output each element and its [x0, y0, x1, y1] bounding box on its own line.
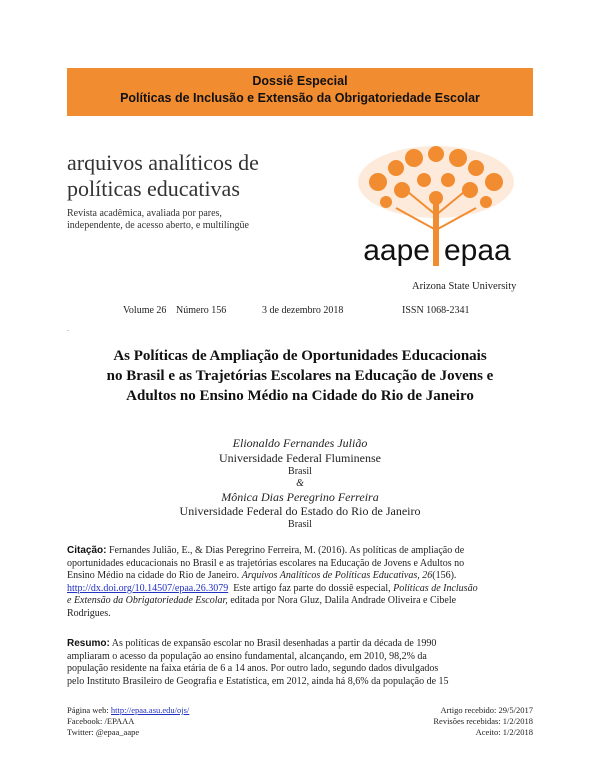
web-label: Página web:: [67, 705, 109, 715]
affiliation-2: Universidade Federal do Estado do Rio de Janeiro: [179, 504, 421, 518]
abstract-line2: ampliaram o acesso da população ao ensino fundamental, alcançando, em 2010, 98,2% da: [67, 650, 427, 662]
journal-logo: [336, 140, 536, 270]
country-1: Brasil: [288, 466, 312, 477]
web-link[interactable]: http://epaa.asu.edu/ojs/: [110, 705, 190, 715]
affiliation-1: Universidade Federal Fluminense: [219, 451, 381, 465]
dossier-label: Dossiê Especial: [252, 74, 348, 88]
issue-number: Número 156: [176, 305, 227, 316]
dossier-banner: [67, 68, 533, 116]
abstract-label: Resumo:: [67, 638, 110, 649]
university: Arizona State University: [412, 281, 517, 292]
citation-line2: oportunidades educacionais no Brasil e as trajetórias escolares na Educação de Jovens e Adultos no: [67, 557, 465, 569]
dossier-title: Políticas de Inclusão e Extensão da Obrigatoriedade Escolar: [120, 91, 480, 105]
accepted-date: Aceito: 1/2/2018: [475, 727, 533, 737]
logo-text-left: aape: [363, 234, 430, 267]
citation-issue: (156).: [432, 570, 457, 581]
abstract-line4: pelo Instituto Brasileiro de Geografia e Estatística, em 2012, ainda há 8,6% da população de 15: [67, 675, 449, 687]
journal-title-line1: arquivos analíticos de: [67, 150, 259, 175]
issn: ISSN 1068-2341: [402, 305, 470, 316]
citation: [67, 545, 533, 620]
publication-date: 3 de dezembro 2018: [262, 305, 344, 316]
twitter: Twitter: @epaa_aape: [67, 727, 140, 737]
citation-line3a: Ensino Médio na cidade do Rio de Janeiro.: [67, 570, 240, 581]
doi-link[interactable]: http://dx.doi.org/10.14507/epaa.26.3079: [67, 582, 229, 594]
footer-left: [67, 705, 189, 738]
article-title-line3: Adultos no Ensino Médio na Cidade do Rio de Janeiro: [126, 388, 474, 404]
article-title-line2: no Brasil e as Trajetórias Escolares na Educação de Jovens e: [106, 368, 494, 384]
citation-journal: Arquivos Analíticos de Políticas Educativas, 26: [241, 570, 433, 581]
citation-line6: Rodrigues.: [67, 607, 111, 619]
article-title: [60, 346, 540, 406]
journal-desc-line1: Revista acadêmica, avaliada por pares,: [67, 208, 222, 219]
logo-text-right: epaa: [444, 234, 511, 267]
citation-dossier-b: e Extensão da Obrigatoriedade Escolar,: [67, 595, 228, 606]
citation-label: Citação:: [67, 545, 107, 556]
citation-line1: Fernandes Julião, E., & Dias Peregrino Ferreira, M. (2016). As políticas de ampliação de: [108, 545, 465, 556]
abstract-line1: As políticas de expansão escolar no Brasil desenhadas a partir da década de 1990: [111, 638, 437, 649]
article-title-line1: As Políticas de Ampliação de Oportunidades Educacionais: [113, 348, 487, 364]
revised-date: Revisões recebidas: 1/2/2018: [433, 716, 533, 726]
abstract: [67, 638, 533, 688]
country-2: Brasil: [288, 519, 312, 530]
tree-trunk-icon: [433, 200, 439, 266]
received-date: Artigo recebido: 29/5/2017: [440, 705, 533, 715]
citation-line4a: Este artigo faz parte do dossiê especial,: [233, 582, 391, 594]
stray-dot: .: [67, 324, 69, 333]
journal-desc-line2: independente, de acesso aberto, e multilíngüe: [67, 220, 249, 231]
journal-title: [67, 150, 259, 202]
journal-description: [67, 208, 307, 232]
journal-title-line2: políticas educativas: [67, 176, 240, 201]
volume: Volume 26: [123, 305, 167, 316]
author-1: Elionaldo Fernandes Julião: [232, 436, 368, 450]
citation-dossier-a: Políticas de Inclusão: [393, 582, 478, 594]
citation-editors: editada por Nora Gluz, Dalila Andrade Oliveira e Cibele: [230, 595, 457, 606]
author-2: Mônica Dias Peregrino Ferreira: [221, 490, 379, 504]
facebook: Facebook: /EPAAA: [67, 716, 135, 726]
footer-right: [380, 705, 533, 738]
abstract-line3: população residente na faixa etária de 6 a 14 anos. Por outro lado, segundo dados divulgados: [67, 663, 439, 674]
author-separator: &: [296, 478, 304, 489]
